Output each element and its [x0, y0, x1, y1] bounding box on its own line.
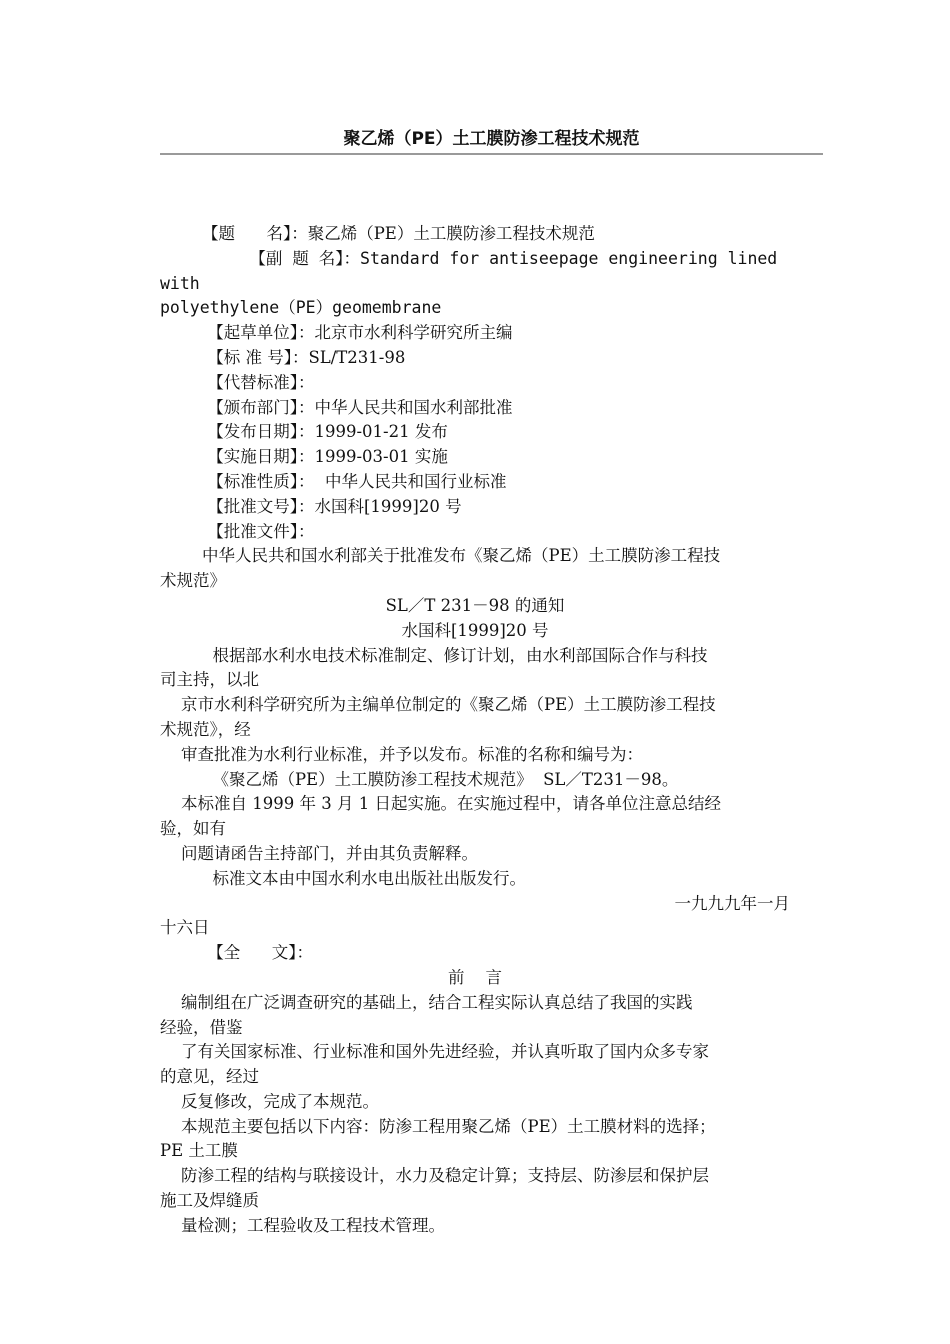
meta-subtitle-line: 【副 题 名】：Standard for antiseepage engineering lined with — [160, 248, 788, 293]
meta-release-date: 【发布日期】：1999-01-21 发布 — [160, 422, 448, 442]
notice-paragraph-line: 标准文本由中国水利水电出版社出版发行。 — [160, 868, 526, 888]
fulltext-label: 【全 文】： — [160, 943, 313, 963]
notice-paragraph-line: 术规范》，经 — [160, 719, 251, 739]
meta-approval-number: 【批准文号】：水国科[1999]20 号 — [160, 496, 462, 516]
notice-paragraph-line: 验，如有 — [160, 819, 226, 839]
notice-subheading: SL／T 231－98 的通知 — [385, 595, 565, 615]
meta-drafting-unit: 【起草单位】：北京市水利科学研究所主编 — [160, 323, 513, 343]
notice-paragraph-line: 京市水利科学研究所为主编单位制定的《聚乙烯（PE）土工膜防渗工程技 — [160, 695, 716, 715]
preface-line: 施工及焊缝质 — [160, 1191, 259, 1211]
meta-standard-number: 【标 准 号】：SL/T231-98 — [160, 347, 406, 367]
notice-paragraph-line: 司主持，以北 — [160, 670, 259, 690]
notice-date: 一九九九年一月 — [674, 893, 790, 913]
meta-issuing-department: 【颁布部门】：中华人民共和国水利部批准 — [160, 397, 513, 417]
meta-subtitle-line-cont: polyethylene（PE）geomembrane — [160, 298, 442, 318]
notice-standard-name: 《聚乙烯（PE）土工膜防渗工程技术规范》 SL／T231－98。 — [160, 769, 679, 789]
meta-approval-document: 【批准文件】： — [160, 521, 315, 541]
notice-heading-line: 中华人民共和国水利部关于批准发布《聚乙烯（PE）土工膜防渗工程技 — [160, 546, 721, 566]
document-body — [160, 222, 790, 1239]
preface-line: 经验，借鉴 — [160, 1017, 243, 1037]
notice-paragraph-line: 根据部水利水电技术标准制定、修订计划，由水利部国际合作与科技 — [160, 645, 708, 665]
notice-paragraph-line: 本标准自 1999 年 3 月 1 日起实施。在实施过程中，请各单位注意总结经 — [160, 794, 721, 814]
preface-line: 量检测；工程验收及工程技术管理。 — [160, 1215, 445, 1235]
preface-line: 本规范主要包括以下内容：防渗工程用聚乙烯（PE）土工膜材料的选择； — [160, 1116, 716, 1136]
preface-line: 编制组在广泛调查研究的基础上，结合工程实际认真总结了我国的实践 — [160, 992, 693, 1012]
preface-line: 反复修改，完成了本规范。 — [160, 1091, 379, 1111]
notice-number: 水国科[1999]20 号 — [401, 620, 549, 640]
preface-line: 防渗工程的结构与联接设计，水力及稳定计算；支持层、防渗层和保护层 — [160, 1166, 709, 1186]
notice-date-cont: 十六日 — [160, 918, 210, 938]
notice-paragraph-line: 审查批准为水利行业标准，并予以发布。标准的名称和编号为： — [160, 744, 643, 764]
preface-line: 了有关国家标准、行业标准和国外先进经验，并认真听取了国内众多专家 — [160, 1042, 709, 1062]
meta-standard-nature: 【标准性质】： 中华人民共和国行业标准 — [160, 471, 507, 491]
preface-heading: 前 言 — [448, 967, 502, 987]
notice-heading-line-cont: 术规范》 — [160, 571, 226, 591]
preface-line: PE 土工膜 — [160, 1141, 238, 1161]
notice-paragraph-line: 问题请函告主持部门，并由其负责解释。 — [160, 843, 478, 863]
document-title: 聚乙烯（PE）土工膜防渗工程技术规范 — [160, 124, 823, 155]
meta-effective-date: 【实施日期】：1999-03-01 实施 — [160, 447, 448, 467]
meta-replaced-standard: 【代替标准】： — [160, 372, 315, 392]
meta-title-line: 【题 名】：聚乙烯（PE）土工膜防渗工程技术规范 — [160, 224, 595, 243]
preface-line: 的意见，经过 — [160, 1067, 259, 1087]
